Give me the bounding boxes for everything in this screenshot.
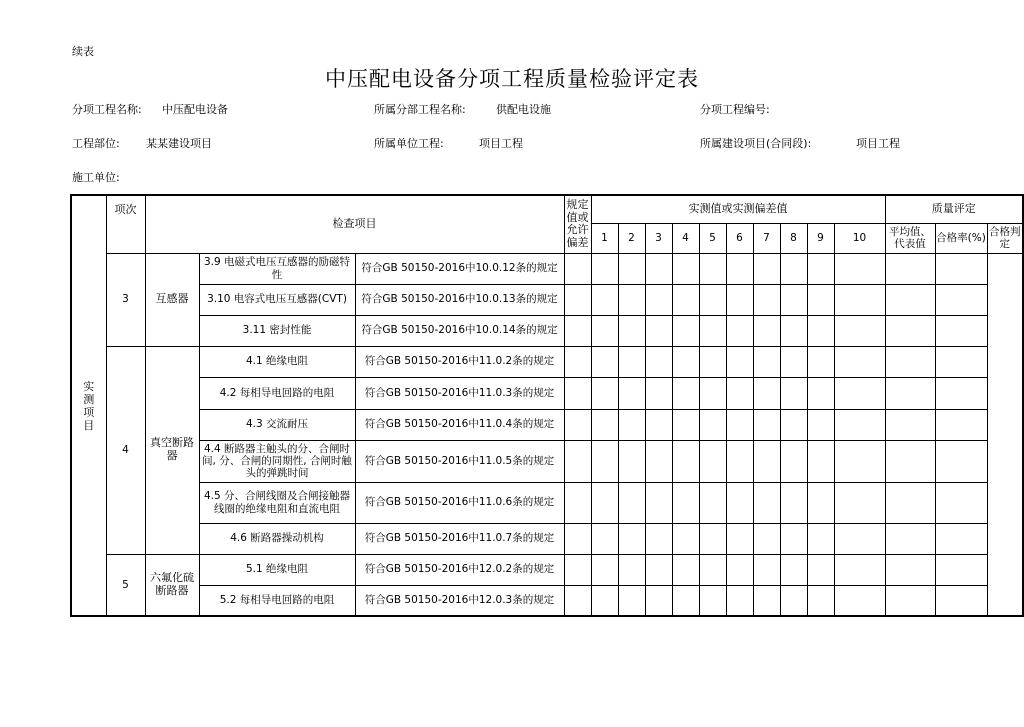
table-row	[71, 409, 1023, 440]
division-name-label: 所属分部工程名称:	[374, 103, 466, 116]
measured-value-cell[interactable]	[645, 482, 672, 523]
measured-value-cell[interactable]	[807, 284, 834, 315]
judge-cell[interactable]	[935, 253, 987, 284]
measured-value-cell[interactable]	[564, 482, 591, 523]
measured-value-cell[interactable]	[672, 409, 699, 440]
table-row	[71, 440, 1023, 482]
header-check-item	[145, 195, 564, 253]
table-row	[71, 284, 1023, 315]
measured-value-cell[interactable]	[726, 409, 753, 440]
measured-value-cell[interactable]	[564, 554, 591, 585]
avg-cell[interactable]	[834, 284, 885, 315]
avg-cell[interactable]	[834, 585, 885, 616]
continued-label: 续表	[72, 45, 94, 58]
project-name-label: 分项工程名称:	[72, 103, 142, 116]
measured-value-cell[interactable]	[807, 482, 834, 523]
side-label-cell	[71, 195, 106, 616]
group-name: 真空断路器	[145, 346, 199, 554]
rate-cell[interactable]	[885, 554, 935, 585]
group-seq: 3	[106, 253, 145, 346]
measured-value-cell[interactable]	[564, 409, 591, 440]
header-col-7: 7	[753, 223, 780, 253]
check-item: 4.4 断路器主触头的分、合闸时间, 分、合闸的同期性, 合闸时触头的弹跳时间	[199, 440, 355, 482]
location-value: 某某建设项目	[146, 137, 212, 150]
judge-cell[interactable]	[935, 409, 987, 440]
rate-cell[interactable]	[885, 482, 935, 523]
construction-project-label: 所属建设项目(合同段):	[700, 137, 812, 150]
measured-value-cell[interactable]	[753, 585, 780, 616]
measured-value-cell[interactable]	[726, 554, 753, 585]
measured-value-cell[interactable]	[807, 346, 834, 377]
check-item: 3.10 电容式电压互感器(CVT)	[199, 284, 355, 315]
measured-value-cell[interactable]	[645, 523, 672, 554]
avg-cell[interactable]	[834, 253, 885, 284]
measured-value-cell[interactable]	[591, 554, 618, 585]
measured-value-cell[interactable]	[699, 315, 726, 346]
table-row	[71, 377, 1023, 409]
requirement: 符合GB 50150-2016中11.0.6条的规定	[355, 482, 564, 523]
measured-value-cell[interactable]	[564, 440, 591, 482]
measured-value-cell[interactable]	[807, 315, 834, 346]
table-row	[71, 315, 1023, 346]
measured-value-cell[interactable]	[780, 346, 807, 377]
measured-value-cell[interactable]	[780, 440, 807, 482]
rate-cell[interactable]	[885, 284, 935, 315]
measured-value-cell[interactable]	[753, 346, 780, 377]
measured-value-cell[interactable]	[618, 440, 645, 482]
group-name: 六氟化硫断路器	[145, 554, 199, 616]
measured-value-cell[interactable]	[645, 315, 672, 346]
unit-project-value: 项目工程	[479, 137, 523, 150]
measured-value-cell[interactable]	[591, 585, 618, 616]
measured-value-cell[interactable]	[807, 523, 834, 554]
requirement: 符合GB 50150-2016中11.0.2条的规定	[355, 346, 564, 377]
table-row	[71, 253, 1023, 284]
judge-cell[interactable]	[935, 377, 987, 409]
judge-cell[interactable]	[935, 482, 987, 523]
measured-value-cell[interactable]	[699, 440, 726, 482]
measured-value-cell[interactable]	[726, 585, 753, 616]
measured-value-cell[interactable]	[672, 315, 699, 346]
header-judge: 合格判定	[987, 223, 1023, 253]
measured-value-cell[interactable]	[807, 377, 834, 409]
measured-value-cell[interactable]	[591, 523, 618, 554]
location-label: 工程部位:	[72, 137, 120, 150]
table-row	[71, 554, 1023, 585]
avg-cell[interactable]	[834, 346, 885, 377]
measured-value-cell[interactable]	[699, 554, 726, 585]
table-row	[71, 482, 1023, 523]
unit-project-label: 所属单位工程:	[374, 137, 444, 150]
avg-cell[interactable]	[834, 409, 885, 440]
requirement: 符合GB 50150-2016中10.0.12条的规定	[355, 253, 564, 284]
measured-value-cell[interactable]	[564, 253, 591, 284]
measured-value-cell[interactable]	[591, 440, 618, 482]
table-row	[71, 585, 1023, 616]
avg-cell[interactable]	[834, 377, 885, 409]
measured-value-cell[interactable]	[807, 409, 834, 440]
header-col-10: 10	[834, 223, 885, 253]
judge-cell[interactable]	[935, 346, 987, 377]
check-item: 5.2 每相导电回路的电阻	[199, 585, 355, 616]
measured-value-cell[interactable]	[780, 585, 807, 616]
requirement: 符合GB 50150-2016中10.0.14条的规定	[355, 315, 564, 346]
measured-value-cell[interactable]	[699, 523, 726, 554]
inspection-table	[70, 194, 1024, 617]
header-col-4: 4	[672, 223, 699, 253]
measured-value-cell[interactable]	[807, 253, 834, 284]
header-requirement: 规定值或允许偏差	[564, 195, 591, 253]
measured-value-cell[interactable]	[645, 409, 672, 440]
measured-value-cell[interactable]	[726, 284, 753, 315]
measured-value-cell[interactable]	[780, 253, 807, 284]
group-name: 互感器	[145, 253, 199, 346]
measured-value-cell[interactable]	[780, 315, 807, 346]
measured-value-cell[interactable]	[753, 284, 780, 315]
rate-cell[interactable]	[885, 409, 935, 440]
measured-value-cell[interactable]	[645, 346, 672, 377]
measured-value-cell[interactable]	[780, 523, 807, 554]
measured-value-cell[interactable]	[753, 482, 780, 523]
rate-cell[interactable]	[885, 523, 935, 554]
project-number-label: 分项工程编号:	[700, 103, 770, 116]
measured-value-cell[interactable]	[726, 315, 753, 346]
check-item: 3.11 密封性能	[199, 315, 355, 346]
measured-value-cell[interactable]	[591, 409, 618, 440]
header-check-item-text: 检查项目	[332, 216, 377, 230]
measured-value-cell[interactable]	[753, 377, 780, 409]
header-col-9: 9	[807, 223, 834, 253]
rate-cell[interactable]	[885, 585, 935, 616]
measured-value-cell[interactable]	[780, 554, 807, 585]
measured-value-cell[interactable]	[618, 346, 645, 377]
measured-value-cell[interactable]	[699, 409, 726, 440]
group-seq: 4	[106, 346, 145, 554]
avg-cell[interactable]	[834, 440, 885, 482]
measured-value-cell[interactable]	[645, 440, 672, 482]
measured-value-cell[interactable]	[753, 523, 780, 554]
measured-value-cell[interactable]	[645, 377, 672, 409]
measured-value-cell[interactable]	[564, 377, 591, 409]
measured-value-cell[interactable]	[753, 409, 780, 440]
measured-value-cell[interactable]	[618, 482, 645, 523]
measured-value-cell[interactable]	[672, 482, 699, 523]
judge-cell[interactable]	[935, 554, 987, 585]
measured-value-cell[interactable]	[672, 377, 699, 409]
measured-value-cell[interactable]	[645, 554, 672, 585]
measured-value-cell[interactable]	[564, 284, 591, 315]
measured-value-cell[interactable]	[618, 377, 645, 409]
measured-value-cell[interactable]	[753, 440, 780, 482]
measured-value-cell[interactable]	[591, 377, 618, 409]
header-col-3: 3	[645, 223, 672, 253]
measured-value-cell[interactable]	[618, 585, 645, 616]
rate-cell[interactable]	[885, 377, 935, 409]
measured-value-cell[interactable]	[618, 409, 645, 440]
check-item: 4.2 每相导电回路的电阻	[199, 377, 355, 409]
rate-cell[interactable]	[885, 440, 935, 482]
measured-value-cell[interactable]	[726, 346, 753, 377]
measured-value-cell[interactable]	[564, 585, 591, 616]
measured-value-cell[interactable]	[564, 315, 591, 346]
check-item: 3.9 电磁式电压互感器的励磁特性	[199, 253, 355, 284]
measured-value-cell[interactable]	[780, 409, 807, 440]
judge-cell[interactable]	[935, 585, 987, 616]
measured-value-cell[interactable]	[618, 523, 645, 554]
measured-value-cell[interactable]	[672, 253, 699, 284]
measured-value-cell[interactable]	[645, 284, 672, 315]
measured-value-cell[interactable]	[591, 315, 618, 346]
rate-cell[interactable]	[885, 315, 935, 346]
header-seq: 项次	[106, 195, 145, 253]
measured-value-cell[interactable]	[726, 253, 753, 284]
measured-value-cell[interactable]	[726, 523, 753, 554]
measured-value-cell[interactable]	[564, 346, 591, 377]
requirement: 符合GB 50150-2016中11.0.7条的规定	[355, 523, 564, 554]
check-item: 4.6 断路器操动机构	[199, 523, 355, 554]
construction-project-value: 项目工程	[856, 137, 900, 150]
measured-value-cell[interactable]	[807, 585, 834, 616]
check-item: 4.1 绝缘电阻	[199, 346, 355, 377]
measured-value-cell[interactable]	[780, 377, 807, 409]
group-seq: 5	[106, 554, 145, 616]
measured-value-cell[interactable]	[591, 482, 618, 523]
judge-cell[interactable]	[935, 284, 987, 315]
measured-value-cell[interactable]	[726, 377, 753, 409]
measured-value-cell[interactable]	[672, 523, 699, 554]
requirement: 符合GB 50150-2016中12.0.3条的规定	[355, 585, 564, 616]
header-col-8: 8	[780, 223, 807, 253]
measured-value-cell[interactable]	[591, 346, 618, 377]
requirement: 符合GB 50150-2016中11.0.4条的规定	[355, 409, 564, 440]
measured-value-cell[interactable]	[699, 284, 726, 315]
measured-value-cell[interactable]	[672, 440, 699, 482]
measured-value-cell[interactable]	[780, 482, 807, 523]
measured-value-cell[interactable]	[618, 284, 645, 315]
measured-value-cell[interactable]	[699, 253, 726, 284]
construction-unit-label: 施工单位:	[72, 171, 120, 184]
measured-value-cell[interactable]	[645, 253, 672, 284]
measured-value-cell[interactable]	[645, 585, 672, 616]
header-col-5: 5	[699, 223, 726, 253]
page-title: 中压配电设备分项工程质量检验评定表	[325, 67, 699, 91]
header-quality: 质量评定	[885, 195, 1023, 223]
measured-value-cell[interactable]	[753, 554, 780, 585]
measured-value-cell[interactable]	[753, 315, 780, 346]
measured-value-cell[interactable]	[699, 346, 726, 377]
judge-cell[interactable]	[935, 523, 987, 554]
table-row	[71, 346, 1023, 377]
measured-value-cell[interactable]	[618, 315, 645, 346]
measured-value-cell[interactable]	[726, 482, 753, 523]
check-item: 5.1 绝缘电阻	[199, 554, 355, 585]
check-item: 4.3 交流耐压	[199, 409, 355, 440]
measured-value-cell[interactable]	[780, 284, 807, 315]
check-item: 4.5 分、合闸线圈及合闸接触器线圈的绝缘电阻和直流电阻	[199, 482, 355, 523]
header-avg: 平均值、代表值	[885, 223, 935, 253]
avg-cell[interactable]	[834, 554, 885, 585]
rate-cell[interactable]	[885, 346, 935, 377]
measured-value-cell[interactable]	[672, 585, 699, 616]
requirement: 符合GB 50150-2016中11.0.3条的规定	[355, 377, 564, 409]
header-col-2: 2	[618, 223, 645, 253]
rate-cell[interactable]	[885, 253, 935, 284]
measured-value-cell[interactable]	[699, 377, 726, 409]
measured-value-cell[interactable]	[726, 440, 753, 482]
measured-value-cell[interactable]	[564, 523, 591, 554]
measured-value-cell[interactable]	[591, 284, 618, 315]
judge-cell[interactable]	[935, 440, 987, 482]
judge-cell[interactable]	[935, 315, 987, 346]
header-measured: 实测值或实测偏差值	[591, 195, 885, 223]
header-col-6: 6	[726, 223, 753, 253]
avg-cell[interactable]	[834, 482, 885, 523]
measured-value-cell[interactable]	[618, 253, 645, 284]
avg-cell[interactable]	[834, 315, 885, 346]
measured-value-cell[interactable]	[699, 585, 726, 616]
requirement: 符合GB 50150-2016中10.0.13条的规定	[355, 284, 564, 315]
division-name-value: 供配电设施	[496, 103, 551, 116]
measured-value-cell[interactable]	[672, 284, 699, 315]
avg-cell[interactable]	[834, 523, 885, 554]
measured-value-cell[interactable]	[672, 346, 699, 377]
measured-value-cell[interactable]	[699, 482, 726, 523]
requirement: 符合GB 50150-2016中12.0.2条的规定	[355, 554, 564, 585]
measured-value-cell[interactable]	[591, 253, 618, 284]
header-rate: 合格率(%)	[935, 223, 987, 253]
measured-value-cell[interactable]	[807, 554, 834, 585]
measured-value-cell[interactable]	[753, 253, 780, 284]
table-row	[71, 523, 1023, 554]
header-col-1: 1	[591, 223, 618, 253]
side-label: 实测项目	[83, 379, 95, 432]
measured-value-cell[interactable]	[672, 554, 699, 585]
measured-value-cell[interactable]	[618, 554, 645, 585]
measured-value-cell[interactable]	[807, 440, 834, 482]
requirement: 符合GB 50150-2016中11.0.5条的规定	[355, 440, 564, 482]
project-name-value: 中压配电设备	[162, 103, 228, 116]
